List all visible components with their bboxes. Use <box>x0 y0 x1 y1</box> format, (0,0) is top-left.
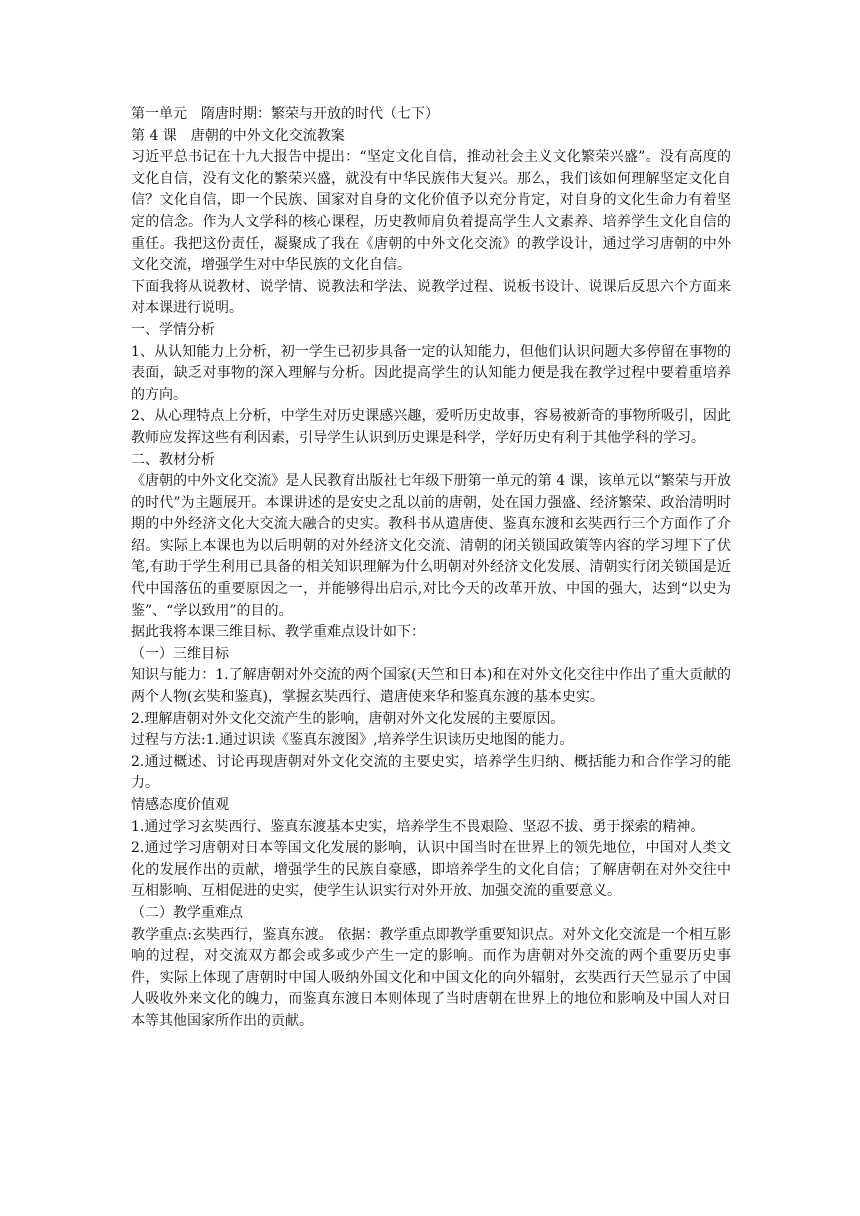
knowledge-goal-2: 2.理解唐朝对外文化交流产生的影响，唐朝对外文化发展的主要原因。 <box>131 710 565 727</box>
section1-heading: 一、学情分析 <box>131 321 215 338</box>
lesson-heading: 第 4 课 唐朝的中外文化交流教案 <box>131 127 345 144</box>
overview-paragraph: 下面我将从说教材、说学情、说教法和学法、说教学过程、说板书设计、说课后反思六个方面来对本课进行说明。 <box>131 278 731 317</box>
process-goal-1: 过程与方法:1.通过识读《鉴真东渡图》,培养学生识读历史地图的能力。 <box>131 732 574 749</box>
section2-paragraph: 《唐朝的中外文化交流》是人民教育出版社七年级下册第一单元的第 4 课，该单元以“繁荣与开放的时代”为主题展开。本课讲述的是安史之乱以前的唐朝，处在国力强盛、经济繁荣、政治清明时期的中外经济文化大交流大融合的史实。教科书从遣唐使、鉴真东渡和玄奘西行三个方面作了介绍。实际上本课也为以后明朝的对外经济文化交流、清朝的闭关锁国政策等内容的学习埋下了伏笔,有助于学生利用已具备的相关知识理解为什么明朝对外经济文化发展、清朝实行闭关锁国是近代中国落伍的重要原因之一，并能够得出启示,对比今天的改革开放、中国的强大，达到“以史为鉴”、“学以致用”的目的。 <box>131 473 731 619</box>
section1-point1: 1、从认知能力上分析，初一学生已初步具备一定的认知能力，但他们认识问题大多停留在事物的表面，缺乏对事物的深入理解与分析。因此提高学生的认知能力便是我在教学过程中要着重培养的方向。 <box>131 343 731 403</box>
intro-paragraph: 习近平总书记在十九大报告中提出：“坚定文化自信，推动社会主义文化繁荣兴盛”。没有高度的文化自信，没有文化的繁荣兴盛，就没有中华民族伟大复兴。那么，我们该如何理解坚定文化自信？文化自信，即一个民族、国家对自身的文化价值予以充分肯定，对自身的文化生命力有着坚定的信念。作为人文学科的核心课程，历史教师肩负着提高学生人文素养、培养学生文化自信的重任。我把这份责任，凝聚成了我在《唐朝的中外文化交流》的教学设计，通过学习唐朝的中外文化交流，增强学生对中华民族的文化自信。 <box>131 149 731 274</box>
emotion-goal-1: 1.通过学习玄奘西行、鉴真东渡基本史实，培养学生不畏艰险、坚忍不拔、勇于探索的精神。 <box>131 818 705 835</box>
keypoints-paragraph: 教学重点:玄奘西行，鉴真东渡。 依据：教学重点即教学重要知识点。对外文化交流是一个相互影响的过程，对交流双方都会或多或少产生一定的影响。而作为唐朝对外交流的两个重要历史事件，实际上体现了唐朝时中国人吸纳外国文化和中国文化的向外辐射，玄奘西行天竺显示了中国人吸收外来文化的魄力，而鉴真东渡日本则体现了当时唐朝在世界上的地位和影响及中国人对日本等其他国家所作出的贡献。 <box>131 926 731 1029</box>
design-intro: 据此我将本课三维目标、教学重难点设计如下： <box>131 624 425 641</box>
process-goal-2: 2.通过概述、讨论再现唐朝对外文化交流的主要史实，培养学生归纳、概括能力和合作学习的能力。 <box>131 753 731 792</box>
section1-point2: 2、从心理特点上分析，中学生对历史课感兴趣，爱听历史故事，容易被新奇的事物所吸引，因此教师应发挥这些有利因素，引导学生认识到历史课是科学，学好历史有利于其他学科的学习。 <box>131 408 731 446</box>
goals-heading: （一）三维目标 <box>131 645 229 662</box>
knowledge-goal-1: 知识与能力：1.了解唐朝对外交流的两个国家(天竺和日本)和在对外文化交往中作出了重大贡献的两个人物(玄奘和鉴真)，掌握玄奘西行、遣唐使来华和鉴真东渡的基本史实。 <box>131 667 731 706</box>
document-body <box>131 104 731 1033</box>
keypoints-heading: （二）教学重难点 <box>131 904 243 921</box>
emotion-heading: 情感态度价值观 <box>131 797 229 813</box>
unit-heading: 第一单元 隋唐时期：繁荣与开放的时代（七下） <box>131 106 439 122</box>
emotion-goal-2: 2.通过学习唐朝对日本等国文化发展的影响，认识中国当时在世界上的领先地位，中国对人类文化的发展作出的贡献，增强学生的民族自豪感，即培养学生的文化自信；了解唐朝在对外交往中互相影响、互相促进的史实，使学生认识实行对外开放、加强交流的重要意义。 <box>131 840 731 900</box>
section2-heading: 二、教材分析 <box>131 451 215 468</box>
